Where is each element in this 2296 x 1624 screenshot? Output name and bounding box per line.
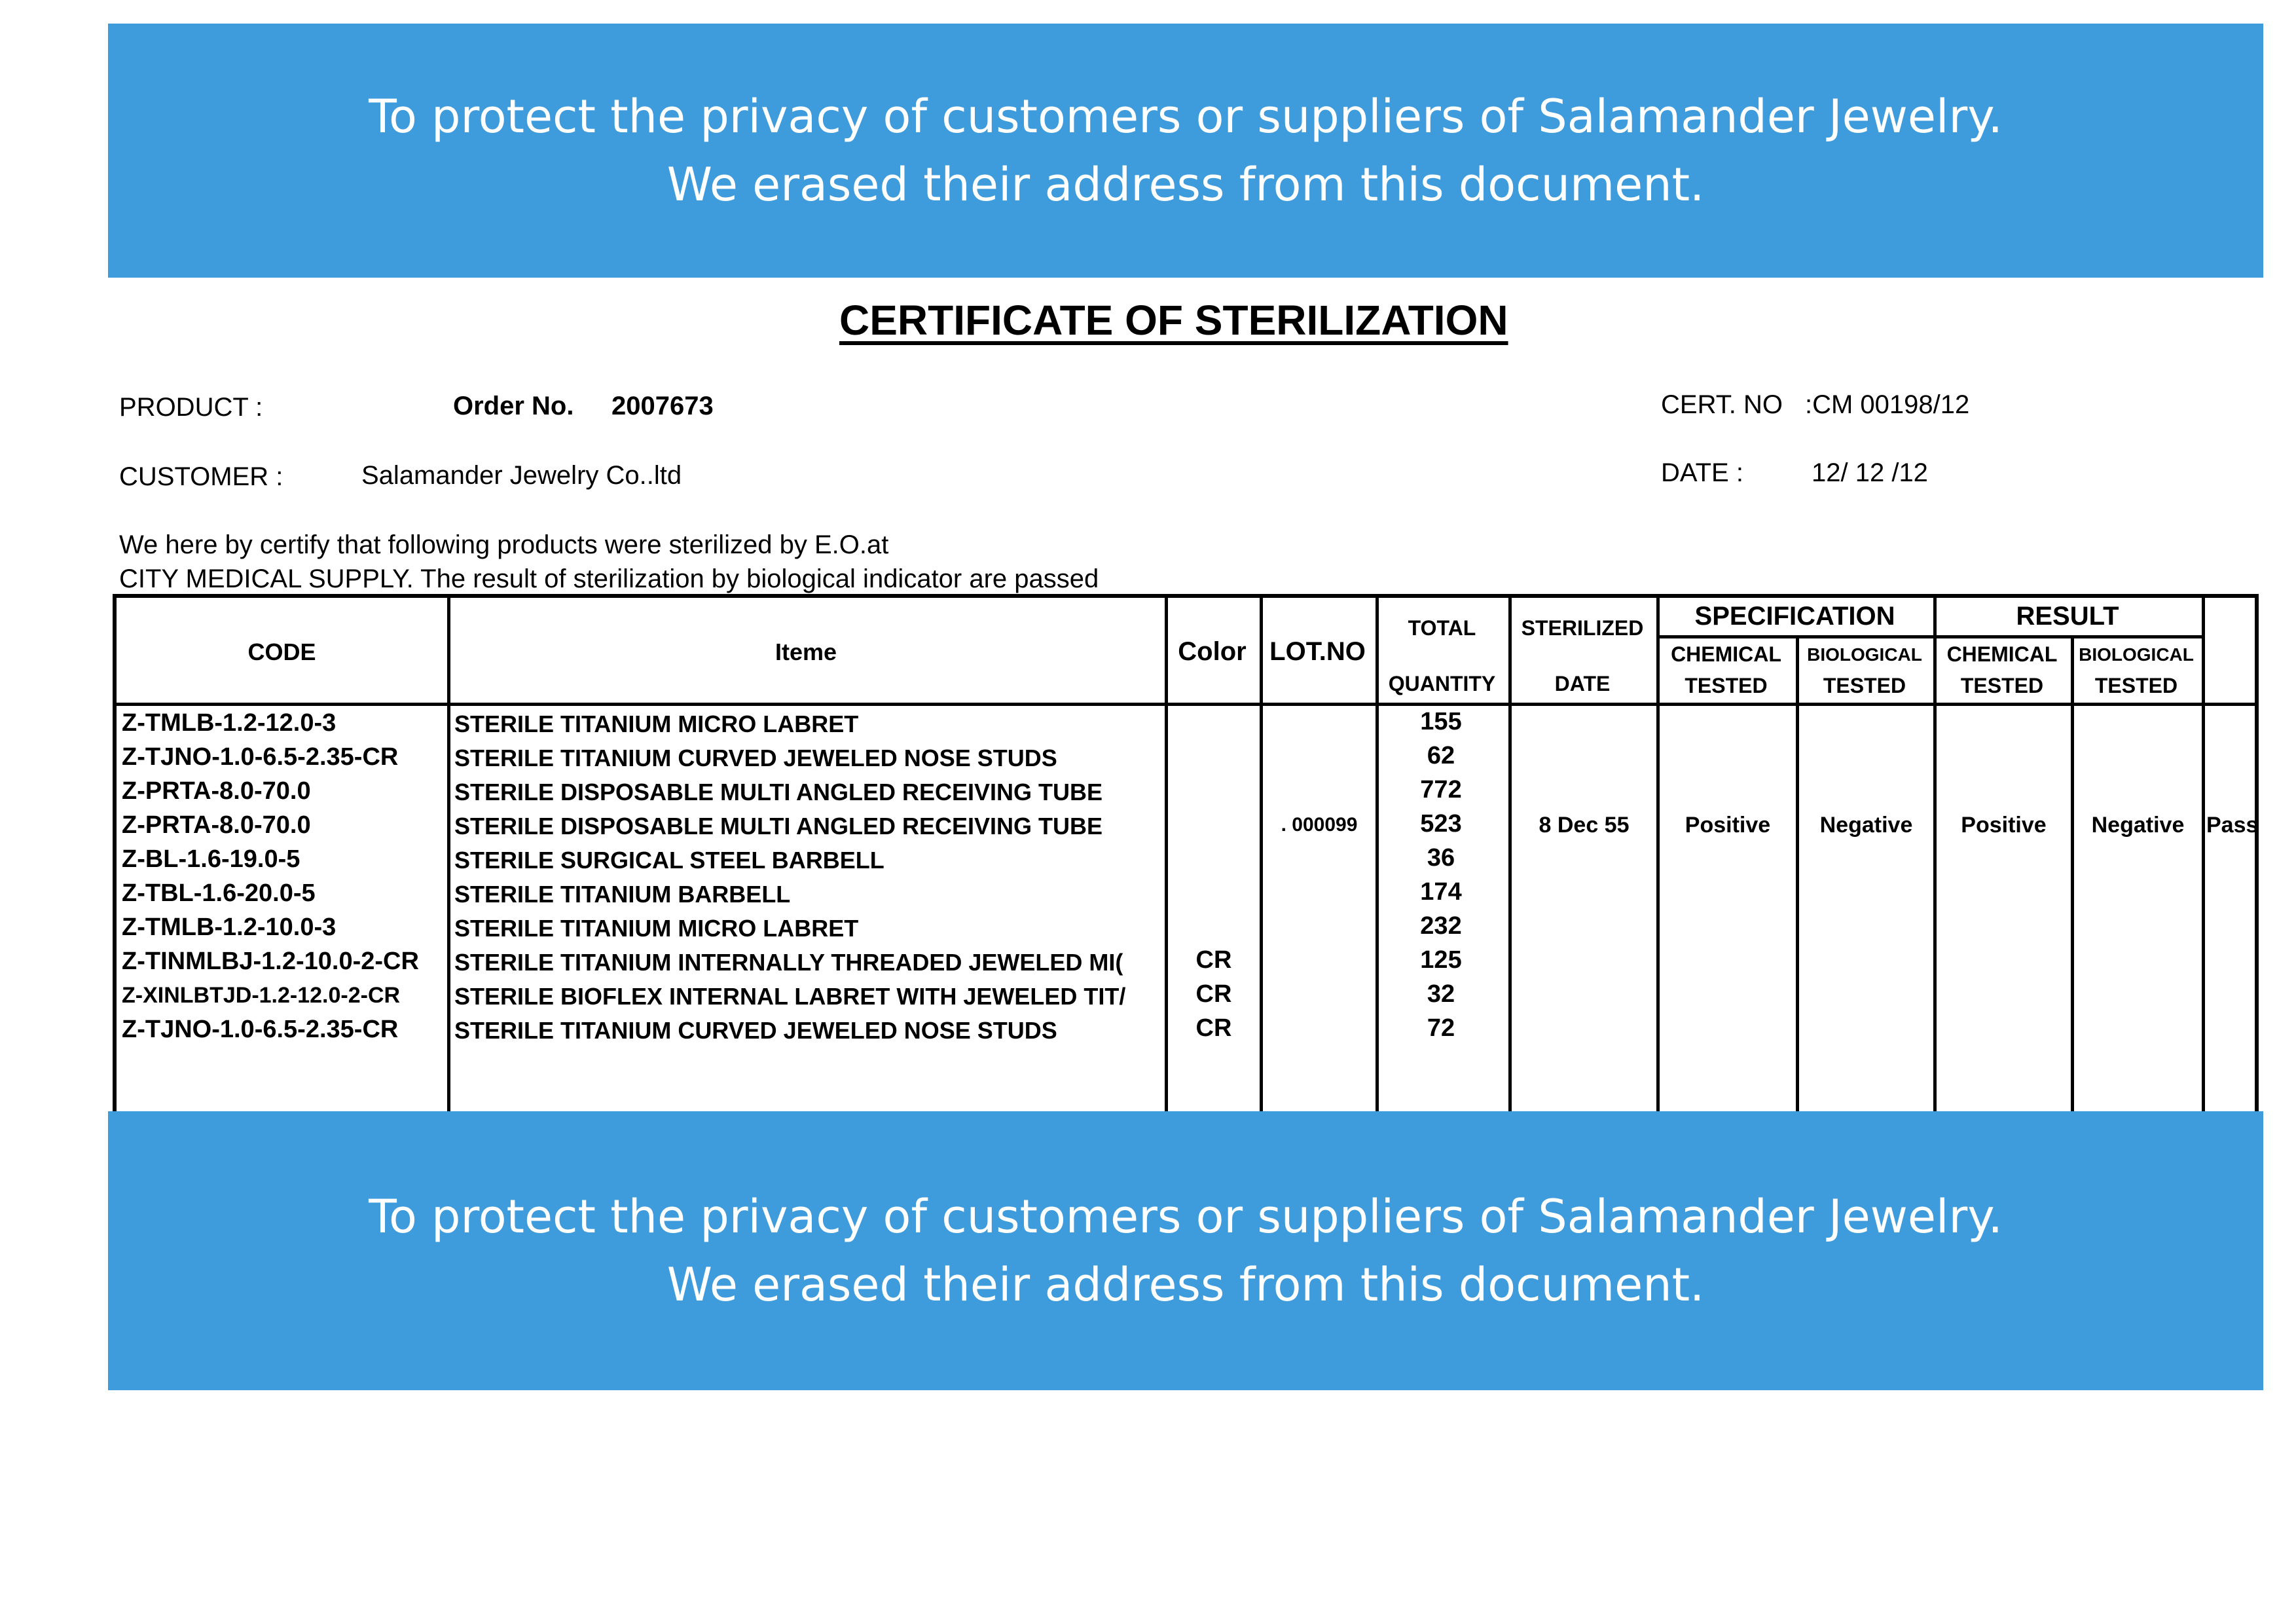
privacy-notice-line1: To protect the privacy of customers or suppliers of Salamander Jewelry. — [369, 1190, 2003, 1244]
row-item: STERILE DISPOSABLE MULTI ANGLED RECEIVING TUBE — [454, 779, 1103, 805]
result-chemical: Positive — [1961, 813, 2047, 838]
row-qty: 772 — [1420, 776, 1462, 803]
header-rule — [117, 703, 2255, 706]
header-quantity: QUANTITY — [1388, 672, 1496, 695]
privacy-banner-bottom — [108, 1111, 2263, 1390]
header-item: Iteme — [774, 638, 837, 665]
row-qty: 72 — [1427, 1014, 1455, 1042]
row-code: Z-PRTA-8.0-70.0 — [122, 777, 311, 805]
customer-name: Salamander Jewelry Co..ltd — [361, 461, 682, 490]
row-qty: 36 — [1427, 844, 1455, 872]
header-specification: SPECIFICATION — [1694, 602, 1895, 631]
cert-no-value: :CM 00198/12 — [1805, 390, 1970, 419]
privacy-notice-line1: To protect the privacy of customers or suppliers of Salamander Jewelry. — [369, 90, 2003, 143]
date-value: 12/ 12 /12 — [1812, 458, 1928, 487]
page-title: CERTIFICATE OF STERILIZATION — [839, 297, 1508, 344]
row-code: Z-TMLB-1.2-10.0-3 — [122, 913, 337, 941]
header-result: RESULT — [2016, 602, 2119, 631]
row-qty: 62 — [1427, 742, 1455, 769]
row-code: Z-TBL-1.6-20.0-5 — [122, 879, 316, 907]
row-item: STERILE SURGICAL STEEL BARBELL — [454, 847, 884, 874]
header-code: CODE — [247, 638, 316, 665]
col-divider — [1796, 637, 1799, 1111]
header-result-biological-tested: TESTED — [2094, 674, 2178, 697]
product-label: PRODUCT : — [119, 393, 263, 422]
row-qty: 232 — [1420, 912, 1462, 940]
row-item: STERILE DISPOSABLE MULTI ANGLED RECEIVING TUBE — [454, 813, 1103, 840]
row-code: Z-TMLB-1.2-12.0-3 — [122, 709, 337, 737]
date-label: DATE : — [1661, 458, 1743, 487]
col-divider — [2202, 598, 2205, 1111]
row-code: Z-TINMLBJ-1.2-10.0-2-CR — [122, 948, 419, 975]
statement-line2: CITY MEDICAL SUPPLY. The result of sterilization by biological indicator are passed — [119, 564, 1099, 593]
row-code: Z-XINLBTJD-1.2-12.0-2-CR — [122, 983, 401, 1008]
order-number: 2007673 — [611, 392, 714, 420]
row-item: STERILE TITANIUM BARBELL — [454, 881, 791, 908]
row-item: STERILE TITANIUM CURVED JEWELED NOSE STUDS — [454, 1017, 1057, 1044]
sterilized-date: 8 Dec 55 — [1539, 813, 1630, 838]
header-spec-biological: BIOLOGICAL — [1807, 644, 1922, 665]
sterilization-table — [113, 594, 2259, 1111]
col-divider — [2071, 637, 2074, 1111]
header-spec-chemical-tested: TESTED — [1685, 674, 1768, 697]
header-result-chemical-tested: TESTED — [1960, 674, 2044, 697]
header-date: DATE — [1554, 672, 1611, 695]
row-item: STERILE TITANIUM MICRO LABRET — [454, 710, 859, 737]
privacy-banner-top — [108, 24, 2263, 278]
header-spec-biological-tested: TESTED — [1823, 674, 1906, 697]
privacy-notice-line2: We erased their address from this document. — [666, 1258, 1705, 1312]
header-lot-no: LOT.NO — [1269, 637, 1366, 666]
header-sterilized: STERILIZED — [1521, 616, 1644, 640]
privacy-notice-line2: We erased their address from this document. — [666, 158, 1705, 212]
header-color: Color — [1178, 637, 1247, 666]
final-status: Pass — [2206, 813, 2259, 838]
statement-line1: We here by certify that following products were sterilized by E.O.at — [119, 530, 889, 559]
row-qty: 155 — [1420, 708, 1462, 735]
row-qty: 174 — [1420, 878, 1462, 906]
row-color: CR — [1195, 946, 1232, 974]
order-label: Order No. — [453, 392, 574, 420]
subheader-rule — [1656, 635, 2202, 638]
spec-biological-result: Negative — [1819, 813, 1913, 838]
row-qty: 523 — [1420, 810, 1462, 838]
header-result-chemical: CHEMICAL — [1946, 642, 2058, 666]
customer-label: CUSTOMER : — [119, 462, 283, 491]
result-biological: Negative — [2091, 813, 2185, 838]
header-result-biological: BIOLOGICAL — [2079, 644, 2194, 665]
header-total: TOTAL — [1408, 616, 1476, 640]
row-code: Z-PRTA-8.0-70.0 — [122, 811, 311, 839]
row-code: Z-TJNO-1.0-6.5-2.35-CR — [122, 743, 399, 771]
header-spec-chemical: CHEMICAL — [1671, 642, 1781, 666]
cert-no-label: CERT. NO — [1661, 390, 1783, 419]
row-item: STERILE TITANIUM INTERNALLY THREADED JEWELED MI( — [454, 949, 1123, 976]
row-color: CR — [1195, 1014, 1232, 1042]
row-code: Z-BL-1.6-19.0-5 — [122, 845, 301, 873]
row-code: Z-TJNO-1.0-6.5-2.35-CR — [122, 1016, 399, 1043]
spec-chemical-result: Positive — [1685, 813, 1771, 838]
row-color: CR — [1195, 980, 1232, 1008]
lot-number: . 000099 — [1281, 814, 1358, 836]
row-qty: 125 — [1420, 946, 1462, 974]
row-item: STERILE TITANIUM MICRO LABRET — [454, 915, 859, 942]
row-qty: 32 — [1427, 980, 1455, 1008]
row-item: STERILE BIOFLEX INTERNAL LABRET WITH JEWELED TIT/ — [454, 983, 1126, 1010]
col-divider — [447, 598, 450, 1111]
row-item: STERILE TITANIUM CURVED JEWELED NOSE STUDS — [454, 745, 1057, 771]
